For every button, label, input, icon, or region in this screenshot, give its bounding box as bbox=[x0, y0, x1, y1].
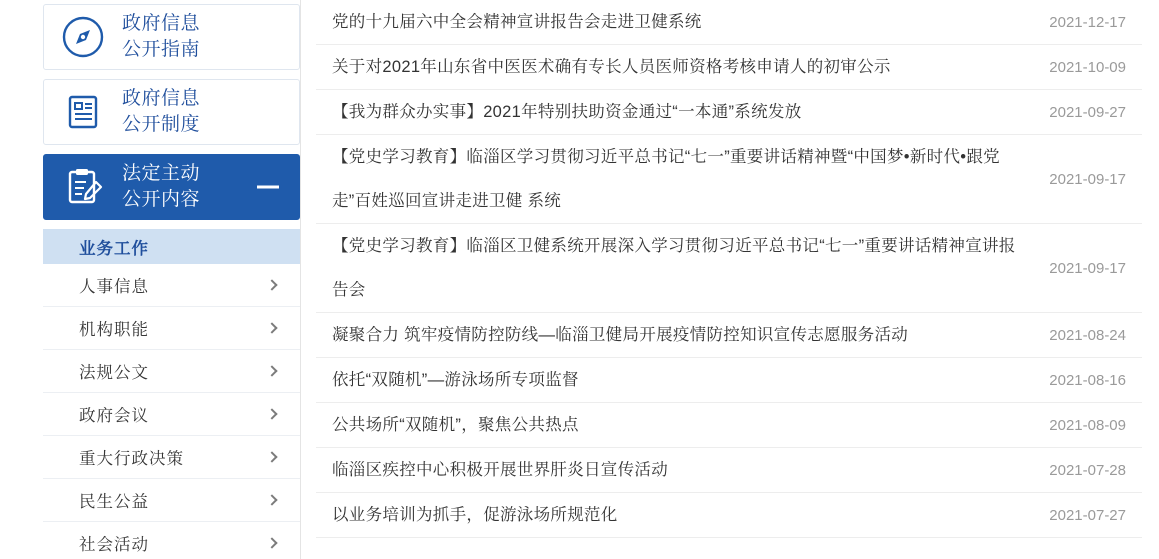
chevron-right-icon bbox=[266, 537, 277, 548]
chevron-right-icon bbox=[266, 494, 277, 505]
sidebar-card-legal-disclosure[interactable] bbox=[43, 154, 300, 220]
sidebar-subhead bbox=[43, 229, 300, 264]
sidebar-card-guide-line2: 公开指南 bbox=[122, 39, 201, 60]
collapse-minus-icon[interactable] bbox=[257, 186, 279, 189]
sidebar-card-legal-line1: 法定主动 bbox=[122, 163, 201, 184]
news-title[interactable]: 以业务培训为抓手，促游泳场所规范化 bbox=[332, 506, 618, 524]
news-date: 2021-08-24 bbox=[1049, 326, 1126, 344]
sidebar-item-label: 机构职能 bbox=[79, 321, 149, 339]
news-date: 2021-08-16 bbox=[1049, 371, 1126, 389]
sidebar-subhead-label: 业务工作 bbox=[79, 239, 149, 258]
chevron-right-icon bbox=[266, 322, 277, 333]
news-date: 2021-08-09 bbox=[1049, 416, 1126, 434]
news-date: 2021-10-09 bbox=[1049, 58, 1126, 76]
sidebar-card-system-label bbox=[122, 86, 200, 138]
news-title[interactable]: 公共场所“双随机”，聚焦公共热点 bbox=[332, 416, 579, 434]
news-title[interactable]: 【党史学习教育】临淄区学习贯彻习近平总书记“七一”重要讲话精神暨“中国梦•新时代•跟党走”百姓巡回宣讲走进卫健 系统 bbox=[332, 148, 1000, 210]
clipboard-pen-icon bbox=[44, 164, 122, 210]
sidebar-card-system[interactable] bbox=[43, 79, 300, 145]
chevron-right-icon bbox=[266, 451, 277, 462]
news-title[interactable]: 关于对2021年山东省中医医术确有专长人员医师资格考核申请人的初审公示 bbox=[332, 58, 891, 76]
sidebar bbox=[43, 0, 300, 559]
list-item[interactable] bbox=[316, 135, 1142, 224]
sidebar-item-org-functions[interactable] bbox=[43, 307, 300, 350]
news-title[interactable]: 【我为群众办实事】2021年特别扶助资金通过“一本通”系统发放 bbox=[332, 103, 802, 121]
list-item[interactable] bbox=[316, 90, 1142, 135]
news-date: 2021-09-17 bbox=[1049, 170, 1126, 188]
sidebar-item-social-activities[interactable] bbox=[43, 522, 300, 559]
list-item[interactable] bbox=[316, 45, 1142, 90]
list-item[interactable] bbox=[316, 448, 1142, 493]
news-date: 2021-07-27 bbox=[1049, 506, 1126, 524]
sidebar-card-guide-line1: 政府信息 bbox=[122, 13, 201, 34]
chevron-right-icon bbox=[266, 279, 277, 290]
sidebar-item-regulations[interactable] bbox=[43, 350, 300, 393]
sidebar-item-gov-meetings[interactable] bbox=[43, 393, 300, 436]
list-item[interactable] bbox=[316, 403, 1142, 448]
news-date: 2021-09-27 bbox=[1049, 103, 1126, 121]
list-item[interactable] bbox=[316, 224, 1142, 313]
chevron-right-icon bbox=[266, 408, 277, 419]
news-date: 2021-12-17 bbox=[1049, 13, 1126, 31]
news-title[interactable]: 依托“双随机”—游泳场所专项监督 bbox=[332, 371, 579, 389]
sidebar-item-label: 社会活动 bbox=[79, 536, 149, 554]
news-title[interactable]: 临淄区疾控中心积极开展世界肝炎日宣传活动 bbox=[332, 461, 668, 479]
compass-icon bbox=[44, 14, 122, 60]
sidebar-card-guide[interactable] bbox=[43, 4, 300, 70]
sidebar-card-legal-line2: 公开内容 bbox=[122, 189, 201, 210]
news-date: 2021-09-17 bbox=[1049, 259, 1126, 277]
sidebar-item-major-decisions[interactable] bbox=[43, 436, 300, 479]
news-title[interactable]: 党的十九届六中全会精神宣讲报告会走进卫健系统 bbox=[332, 13, 702, 31]
news-title[interactable]: 凝聚合力 筑牢疫情防控防线—临淄卫健局开展疫情防控知识宣传志愿服务活动 bbox=[332, 326, 909, 344]
sidebar-item-label: 民生公益 bbox=[79, 493, 149, 511]
sidebar-item-label: 政府会议 bbox=[79, 407, 149, 425]
sidebar-item-public-welfare[interactable] bbox=[43, 479, 300, 522]
sidebar-card-system-line2: 公开制度 bbox=[122, 114, 201, 135]
sidebar-item-label: 法规公文 bbox=[79, 364, 149, 382]
sidebar-menu-list bbox=[43, 264, 300, 559]
list-item[interactable] bbox=[316, 358, 1142, 403]
news-list bbox=[316, 0, 1142, 559]
sidebar-card-guide-label bbox=[122, 11, 200, 63]
sidebar-item-personnel[interactable] bbox=[43, 264, 300, 307]
list-item[interactable] bbox=[316, 493, 1142, 538]
sidebar-item-label: 重大行政决策 bbox=[79, 450, 184, 468]
sidebar-divider bbox=[300, 0, 301, 559]
sidebar-item-label: 人事信息 bbox=[79, 278, 149, 296]
list-item[interactable] bbox=[316, 0, 1142, 45]
document-icon bbox=[44, 89, 122, 135]
list-item[interactable] bbox=[316, 313, 1142, 358]
sidebar-card-system-line1: 政府信息 bbox=[122, 88, 201, 109]
news-date: 2021-07-28 bbox=[1049, 461, 1126, 479]
sidebar-card-legal-disclosure-label bbox=[122, 161, 200, 213]
news-title[interactable]: 【党史学习教育】临淄区卫健系统开展深入学习贯彻习近平总书记“七一”重要讲话精神宣讲报告会 bbox=[332, 237, 1016, 299]
chevron-right-icon bbox=[266, 365, 277, 376]
